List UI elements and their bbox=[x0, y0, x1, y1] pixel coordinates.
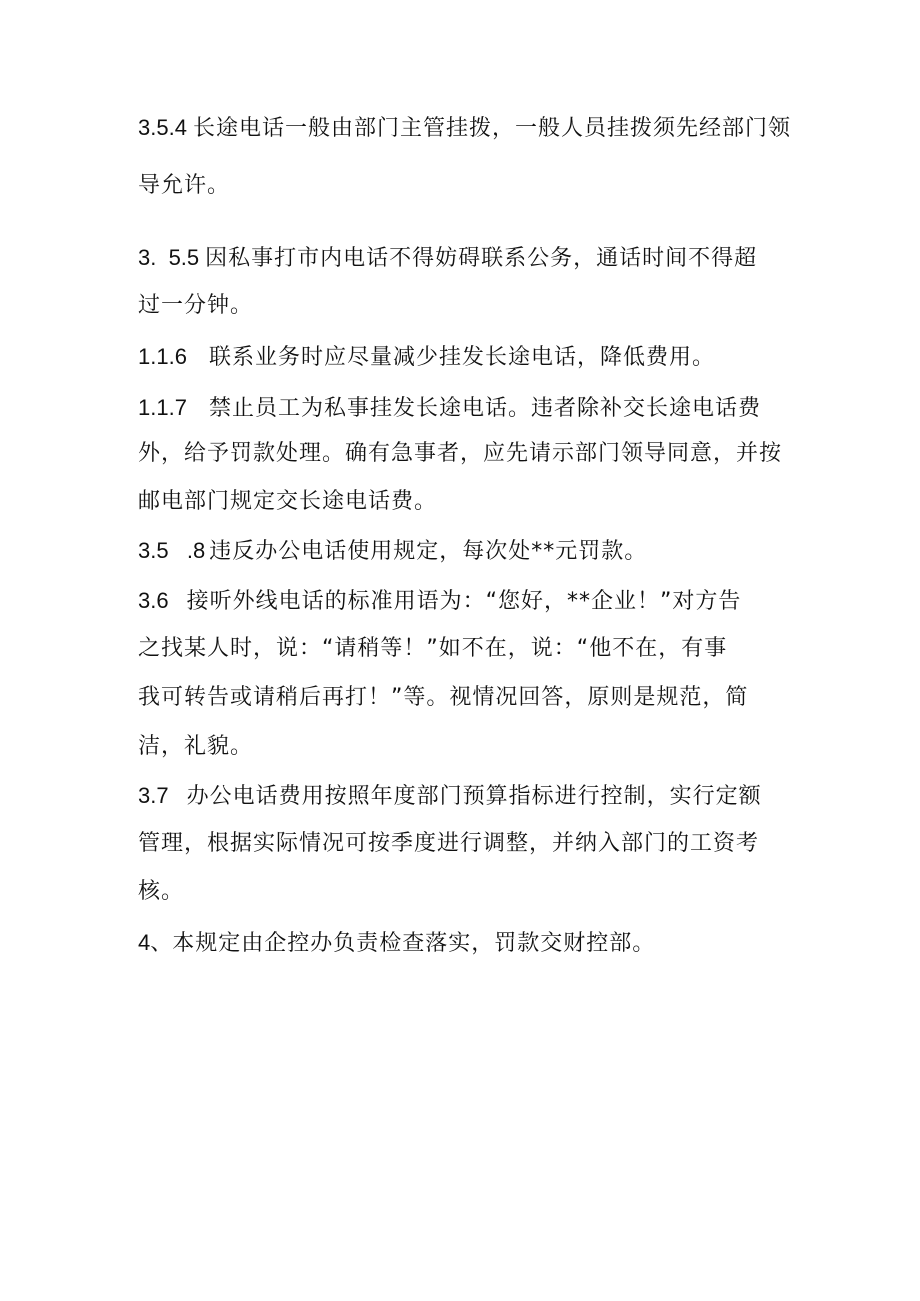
paragraph-text: 我可转告或请稍后再打！”等。视情况回答，原则是规范，简 bbox=[138, 685, 749, 710]
paragraph-text: 违反办公电话使用规定，每次处**元罚款。 bbox=[209, 539, 648, 564]
paragraph-text: 导允许。 bbox=[138, 173, 231, 198]
paragraph-number: 1.1.6 bbox=[138, 344, 187, 369]
paragraph-text: 外，给予罚款处理。确有急事者，应先请示部门领导同意，并按 bbox=[138, 441, 783, 466]
paragraph-number: 3. 5.5 bbox=[138, 245, 200, 270]
paragraph-3-7-line-1 bbox=[138, 782, 762, 811]
paragraph-text: 过一分钟。 bbox=[138, 293, 254, 318]
paragraph-number: 3.7 bbox=[138, 783, 169, 808]
paragraph-1-1-7-line-2 bbox=[138, 440, 782, 468]
paragraph-3-5-4-line-1 bbox=[138, 114, 791, 143]
paragraph-3-6-line-4 bbox=[138, 733, 253, 761]
paragraph-3-5-5-line-2 bbox=[138, 292, 253, 320]
paragraph-number: 4、 bbox=[138, 930, 173, 955]
paragraph-number: 3.5.4 bbox=[138, 115, 187, 140]
paragraph-text: 管理，根据实际情况可按季度进行调整，并纳入部门的工资考 bbox=[138, 831, 760, 856]
paragraph-3-5-5-line-1 bbox=[138, 244, 757, 273]
paragraph-number: 3.6 bbox=[138, 588, 169, 613]
paragraph-number: 1.1.7 bbox=[138, 395, 187, 420]
paragraph-1-1-7-line-3 bbox=[138, 488, 437, 516]
paragraph-3-5-4-line-2 bbox=[138, 172, 230, 200]
paragraph-1-1-7-line-1 bbox=[138, 394, 761, 423]
paragraph-3-6-line-2 bbox=[138, 635, 727, 663]
paragraph-text: 本规定由企控办负责检查落实，罚款交财控部。 bbox=[172, 931, 656, 956]
paragraph-1-1-6-line-1 bbox=[138, 343, 715, 372]
paragraph-text: 之找某人时，说：“请稍等！”如不在，说：“他不在，有事 bbox=[138, 636, 728, 661]
paragraph-text: 长途电话一般由部门主管挂拨，一般人员挂拨须先经部门领 bbox=[192, 116, 791, 141]
paragraph-text: 邮电部门规定交长途电话费。 bbox=[138, 489, 438, 514]
paragraph-text: 禁止员工为私事挂发长途电话。违者除补交长途电话费 bbox=[208, 396, 761, 421]
paragraph-text: 核。 bbox=[138, 879, 185, 904]
paragraph-text: 洁，礼貌。 bbox=[138, 734, 254, 759]
paragraph-3-5-8-line-1 bbox=[138, 537, 647, 566]
paragraph-3-6-line-1 bbox=[138, 587, 741, 616]
paragraph-number: 3.5 .8 bbox=[138, 538, 206, 563]
paragraph-text: 接听外线电话的标准用语为：“您好，**企业！”对方告 bbox=[186, 589, 742, 614]
paragraph-4-line-1 bbox=[138, 929, 655, 958]
paragraph-text: 因私事打市内电话不得妨碍联系公务，通话时间不得超 bbox=[205, 246, 758, 271]
paragraph-text: 联系业务时应尽量减少挂发长途电话，降低费用。 bbox=[208, 345, 715, 370]
paragraph-3-6-line-3 bbox=[138, 684, 748, 712]
paragraph-3-7-line-2 bbox=[138, 830, 759, 858]
paragraph-3-7-line-3 bbox=[138, 878, 184, 906]
paragraph-text: 办公电话费用按照年度部门预算指标进行控制，实行定额 bbox=[186, 784, 762, 809]
